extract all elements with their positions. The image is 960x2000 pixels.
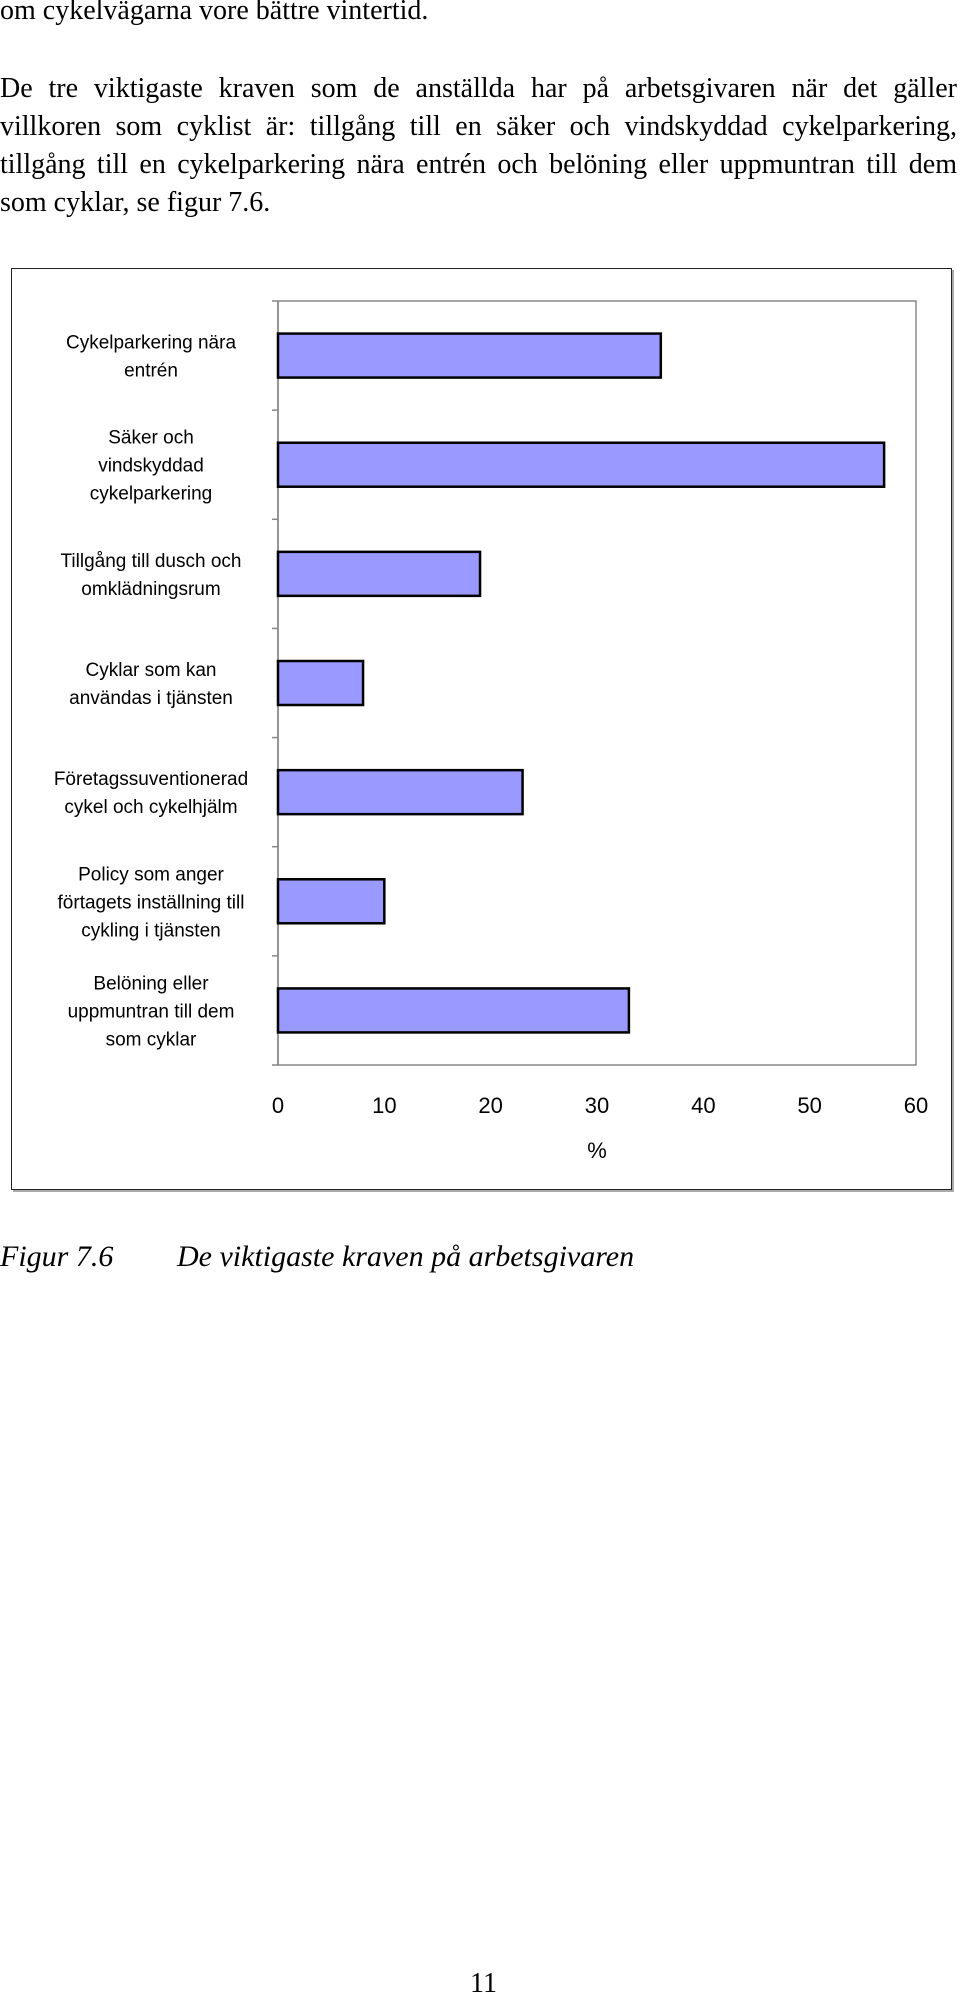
x-tick-label: 20: [478, 1093, 503, 1118]
x-tick-label: 10: [372, 1093, 397, 1118]
bar: [278, 443, 884, 487]
chart-axes: [272, 301, 916, 1065]
bar-chart: [12, 269, 950, 1188]
x-tick-label: 50: [797, 1093, 822, 1118]
category-label: Företagssuventionerad cykel och cykelhjälm: [53, 769, 249, 819]
category-label: Policy som anger förtagets inställning till cykling i tjänsten: [57, 864, 245, 942]
x-tick-label: 30: [584, 1093, 610, 1118]
chart-tick-labels: [272, 1093, 928, 1118]
x-tick-label: 40: [691, 1093, 716, 1118]
body-paragraph: De tre viktigaste kraven som de anställda har på arbetsgivaren när det gäller villkoren som cyklist är: tillgång till en säker och vindskyddad cykelparkering, tillgång till en cykelparkering nära entrén och belöning eller uppmuntran till dem som cyklar, se figur 7.6.: [0, 73, 957, 218]
plot-area: [278, 301, 916, 1065]
bar: [278, 770, 523, 814]
category-label: Cyklar som kan användas i tjänsten: [69, 660, 233, 709]
bar: [278, 661, 363, 705]
category-label: Cykelparkering nära entrén: [65, 332, 237, 382]
figure-label: Figur 7.6: [0, 1240, 114, 1273]
chart-bars: [278, 334, 884, 1033]
bar: [278, 334, 661, 378]
previous-paragraph-end: om cykelvägarna vore bättre vintertid.: [0, 0, 429, 26]
category-label: Belöning eller uppmuntran till dem som cyklar: [67, 973, 235, 1051]
category-label: Tillgång till dusch och omklädningsrum: [60, 550, 242, 600]
figure-title: De viktigaste kraven på arbetsgivaren: [177, 1240, 635, 1273]
bar: [278, 879, 384, 923]
page-number: 11: [470, 1968, 497, 1999]
x-tick-label: 60: [903, 1093, 929, 1118]
category-label: Säker och vindskyddad cykelparkering: [89, 427, 213, 505]
chart-category-labels: [54, 333, 248, 1051]
chart-frame: [11, 268, 952, 1190]
bar: [278, 988, 629, 1032]
bar: [278, 552, 480, 596]
x-axis-label: %: [587, 1138, 607, 1163]
x-tick-label: 0: [271, 1093, 285, 1118]
